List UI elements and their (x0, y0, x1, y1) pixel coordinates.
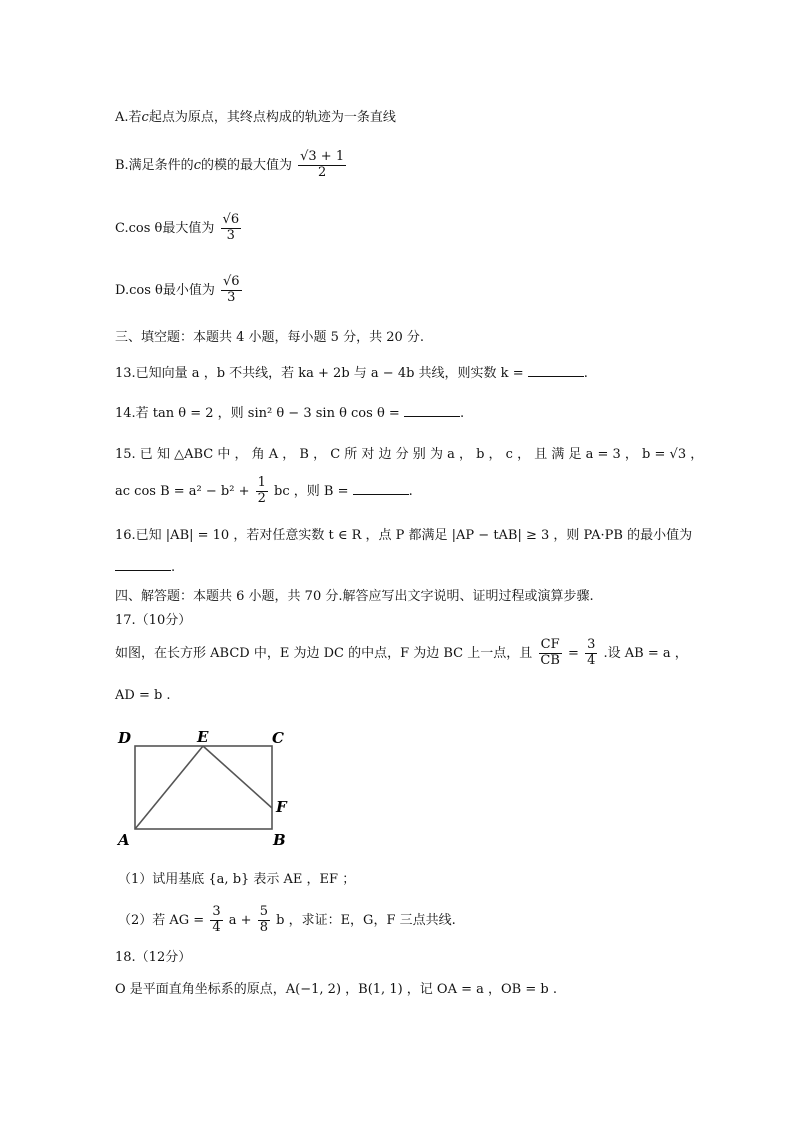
label-a: A (118, 831, 130, 849)
option-c: C.cos θ最大值为 $\frac{√6}{3}$ (115, 212, 240, 243)
question-18-line-1: O 是平面直角坐标系的原点，A(−1, 2) ，B(1, 1) ，记 OA = a ，OB = b . (115, 982, 557, 997)
question-16-answer: . (115, 560, 175, 576)
question-17-part-1: （1）试用基底 {a, b} 表示 AE ，EF ； (118, 872, 356, 887)
question-17-line-2: AD = b . (115, 688, 171, 703)
segment-ef (203, 746, 272, 808)
part2-fraction-2: $\frac{5}{8}$ (259, 904, 268, 935)
question-17-line-1: 如图，在长方形 ABCD 中，E 为边 DC 的中点，F 为边 BC 上一点，且 $\frac{CF}{CB}$ = $\frac{3}{4}$ .设 AB = a ， (115, 637, 688, 668)
option-d-fraction: $\frac{√6}{3}$ (223, 274, 240, 305)
label-b: B (273, 831, 286, 849)
option-b: B.满足条件的c的模的最大值为 $\frac{√3 + 1}{2}$ (115, 149, 345, 180)
question-16: 16.已知 |AB| = 10 ，若对任意实数 t ∈ R ，点 P 都满足 |AP − tAB| ≥ 3 ，则 PA·PB 的最小值为 (115, 528, 693, 543)
part2-fraction-1: $\frac{3}{4}$ (212, 904, 221, 935)
question-17-number: 17.（10分） (115, 613, 192, 628)
answer-blank-16[interactable] (115, 560, 171, 571)
question-13: 13.已知向量 a ，b 不共线，若 ka + 2b 与 a − 4b 共线，则实数 k = . (115, 366, 588, 381)
rectangle-abcd (135, 746, 272, 829)
label-f: F (276, 798, 287, 816)
q15-fraction: $\frac{1}{2}$ (257, 475, 266, 506)
answer-blank-14[interactable] (404, 406, 460, 417)
question-17-part-2: （2）若 AG = $\frac{3}{4}$ a + $\frac{5}{8}$ b ，求证：E，G，F 三点共线. (118, 904, 456, 935)
answer-blank-13[interactable] (528, 366, 584, 377)
question-15-line-1: 15. 已 知 △ABC 中 ， 角 A ， B ， C 所 对 边 分 别 为 a ， b ， c ， 且 满 足 a = 3 ， b = √3 ， (115, 447, 704, 462)
q17-value-fraction: $\frac{3}{4}$ (587, 637, 596, 668)
section-4-heading: 四、解答题：本题共 6 小题，共 70 分.解答应写出文字说明、证明过程或演算步骤. (115, 589, 594, 604)
q17-ratio-fraction: $\frac{CF}{CB}$ (540, 637, 560, 668)
label-d: D (118, 729, 132, 747)
question-18-number: 18.（12分） (115, 950, 192, 965)
segment-ae (135, 746, 203, 829)
section-3-heading: 三、填空题：本题共 4 小题，每小题 5 分，共 20 分. (115, 330, 425, 345)
answer-blank-15[interactable] (353, 484, 409, 495)
label-e: E (197, 728, 209, 746)
question-15-line-2: ac cos B = a² − b² + $\frac{1}{2}$ bc ，则 B = . (115, 475, 413, 506)
option-d: D.cos θ最小值为 $\frac{√6}{3}$ (115, 274, 240, 305)
question-14: 14.若 tan θ = 2 ，则 sin² θ − 3 sin θ cos θ = . (115, 406, 465, 421)
option-a: A.若c起点为原点，其终点构成的轨迹为一条直线 (115, 110, 396, 125)
rectangle-figure (110, 725, 300, 850)
label-c: C (272, 729, 284, 747)
option-c-fraction: $\frac{√6}{3}$ (222, 212, 240, 243)
option-b-fraction: $\frac{√3 + 1}{2}$ (300, 149, 345, 180)
